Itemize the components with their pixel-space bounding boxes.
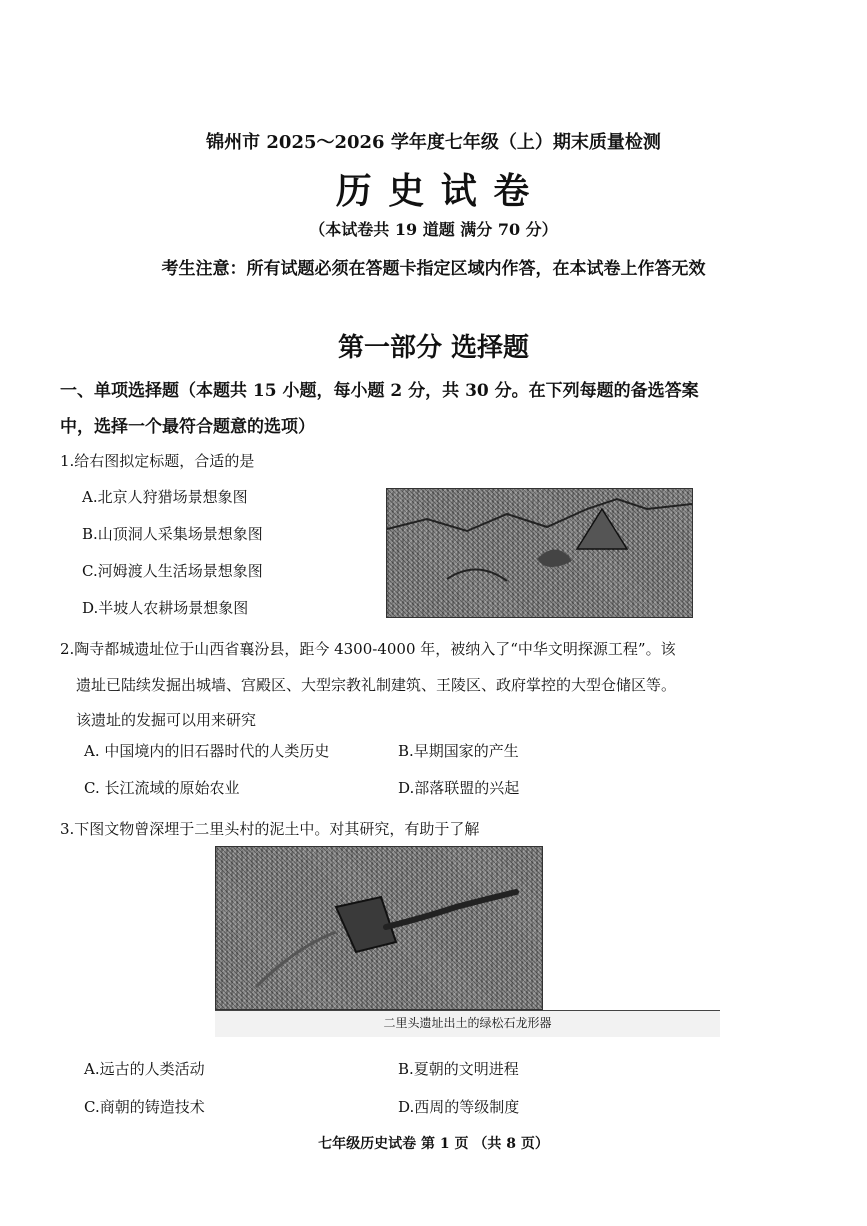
question-2-option-c: C. 长江流域的原始农业 — [84, 779, 240, 797]
section-instruction-line1: 一、单项选择题（本题共 15 小题，每小题 2 分，共 30 分。在下列每题的备选答案 — [60, 381, 699, 401]
question-1-option-c: C.河姆渡人生活场景想象图 — [82, 562, 263, 580]
question-2-option-d: D.部落联盟的兴起 — [398, 779, 520, 797]
question-3-option-d: D.西周的等级制度 — [398, 1098, 520, 1116]
question-1-illustration — [386, 488, 693, 618]
section-instruction-line2: 中，选择一个最符合题意的选项） — [60, 417, 315, 437]
question-1-option-a: A.北京人狩猎场景想象图 — [82, 488, 248, 506]
question-2-stem-line1: 2.陶寺都城遗址位于山西省襄汾县，距今 4300-4000 年，被纳入了“中华文明探源工程”。该 — [60, 640, 676, 658]
question-3-image-caption: 二里头遗址出土的绿松石龙形器 — [215, 1010, 720, 1037]
exam-subtitle: 锦州市 2025～2026 学年度七年级（上）期末质量检测 — [206, 132, 661, 153]
question-3-option-b: B.夏朝的文明进程 — [398, 1060, 519, 1078]
section-title: 第一部分 选择题 — [337, 333, 530, 363]
question-2-option-b: B.早期国家的产生 — [398, 742, 519, 760]
question-3-stem: 3.下图文物曾深埋于二里头村的泥土中。对其研究，有助于了解 — [60, 820, 480, 838]
question-2-option-a: A. 中国境内的旧石器时代的人类历史 — [84, 742, 330, 760]
question-3-artifact-image — [215, 846, 543, 1010]
question-1-option-b: B.山顶洞人采集场景想象图 — [82, 525, 263, 543]
question-2-stem-line2: 遗址已陆续发掘出城墙、宫殿区、大型宗教礼制建筑、王陵区、政府掌控的大型仓储区等。 — [76, 676, 677, 694]
question-3-option-a: A.远古的人类活动 — [84, 1060, 205, 1078]
question-3-option-c: C.商朝的铸造技术 — [84, 1098, 205, 1116]
question-2-stem-line3: 该遗址的发掘可以用来研究 — [76, 711, 257, 729]
exam-info: （本试卷共 19 道题 满分 70 分） — [309, 220, 558, 239]
question-1-option-d: D.半坡人农耕场景想象图 — [82, 599, 249, 617]
exam-notice: 考生注意：所有试题必须在答题卡指定区域内作答，在本试卷上作答无效 — [161, 259, 706, 279]
question-1-stem: 1.给右图拟定标题，合适的是 — [60, 452, 255, 470]
exam-title: 历 史 试 卷 — [335, 170, 532, 212]
page-footer: 七年级历史试卷 第 1 页 （共 8 页） — [318, 1136, 549, 1152]
